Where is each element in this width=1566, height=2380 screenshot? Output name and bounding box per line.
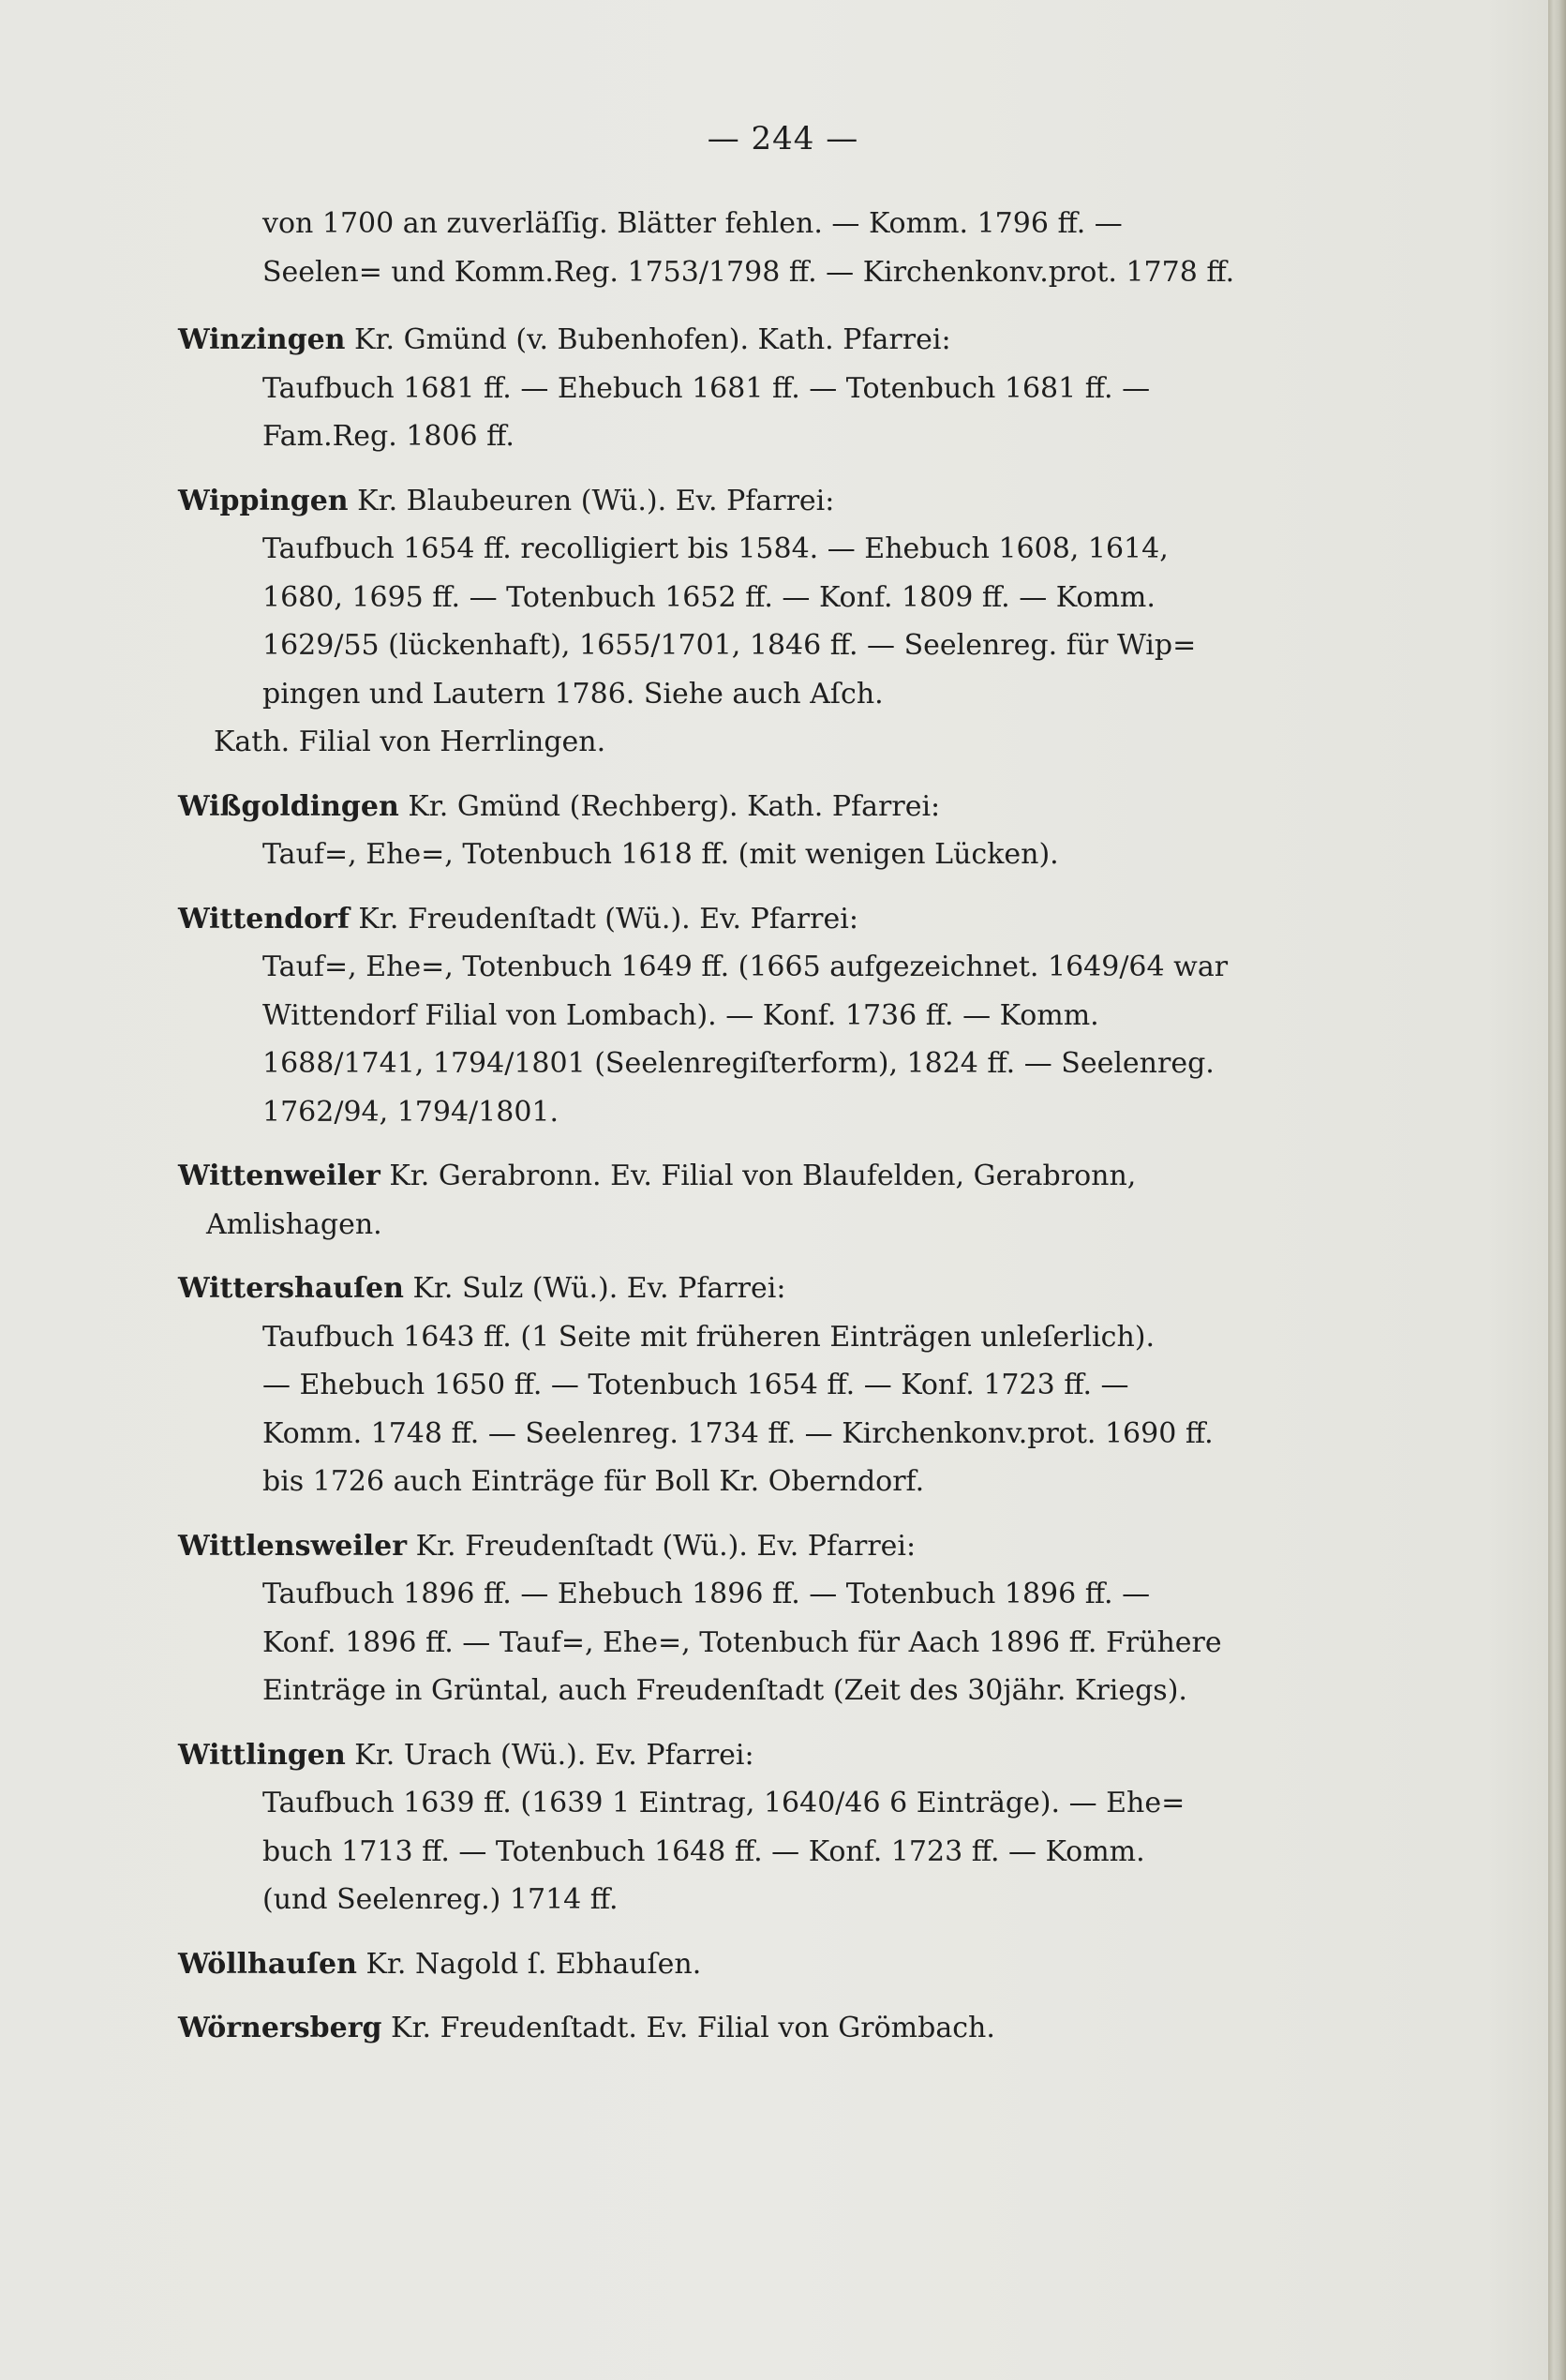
entry-line: von 1700 an zuverläſſig. Blätter fehlen. — Komm. 1796 ff. — <box>262 207 1123 240</box>
entry-line: pingen und Lautern 1786. Siehe auch Aſch. <box>262 677 884 711</box>
page-number: — 244 — <box>707 120 859 157</box>
entry-wittendorf <box>178 895 1396 1137</box>
entry-headword: Wittenweiler <box>178 1160 380 1192</box>
entry-location: Kr. Nagold ſ. Ebhauſen. <box>356 1947 702 1981</box>
entry-wippingen <box>178 477 1396 767</box>
page-body <box>178 200 1396 2069</box>
entry-line: Taufbuch 1681 ff. — Ehebuch 1681 ff. — Totenbuch 1681 ff. — <box>262 371 1151 405</box>
entry-line: Seelen= und Komm.Reg. 1753/1798 ff. — Kirchenkonv.prot. 1778 ff. <box>262 255 1235 289</box>
entry-heading-line <box>178 2004 1396 2053</box>
entry-woellhausen <box>178 1940 1396 1989</box>
entry-heading-line <box>178 1265 1396 1313</box>
entry-wittlingen <box>178 1731 1396 1924</box>
entry-line: Tauf=, Ehe=, Totenbuch 1618 ff. (mit wenigen Lücken). <box>262 838 1059 871</box>
entry-headword: Wittlensweiler <box>178 1529 408 1563</box>
entry-line: Taufbuch 1654 ff. recolligiert bis 1584. — Ehebuch 1608, 1614, <box>262 532 1169 565</box>
entry-heading-line <box>178 1940 1396 1989</box>
entry-line: Komm. 1748 ff. — Seelenreg. 1734 ff. — Kirchenkonv.prot. 1690 ff. <box>262 1416 1214 1450</box>
entry-headword: Winzingen <box>178 323 346 356</box>
entry-heading-line <box>178 783 1396 831</box>
entry-headword: Wittlingen <box>178 1738 346 1772</box>
entry-line: 1680, 1695 ff. — Totenbuch 1652 ff. — Konf. 1809 ff. — Komm. <box>262 580 1156 614</box>
entry-heading-line <box>178 316 1396 365</box>
entry-headword: Wittershauſen <box>178 1272 404 1305</box>
entry-line: Einträge in Grüntal, auch Freudenſtadt (Zeit des 30jähr. Kriegs). <box>262 1674 1187 1707</box>
entry-line: buch 1713 ff. — Totenbuch 1648 ff. — Konf. 1723 ff. — Komm. <box>262 1834 1145 1868</box>
entry-location: Kr. Gerabronn. Ev. Filial von Blaufelden, Gerabronn, <box>380 1160 1137 1192</box>
entry-line: — Ehebuch 1650 ff. — Totenbuch 1654 ff. — Konf. 1723 ff. — <box>262 1369 1129 1401</box>
entry-location: Kr. Sulz (Wü.). Ev. Pfarrei: <box>403 1272 786 1305</box>
entry-woernersberg <box>178 2004 1396 2053</box>
entry-headword: Wörnersberg <box>178 2012 382 2044</box>
entry-location: Kr. Gmünd (Rechberg). Kath. Pfarrei: <box>398 789 941 823</box>
entry-location: Kr. Freudenſtadt (Wü.). Ev. Pfarrei: <box>349 902 858 936</box>
entry-line: Amlishagen. <box>206 1207 382 1241</box>
page-edge-shadow <box>1548 0 1566 2380</box>
entry-location: Kr. Freudenſtadt (Wü.). Ev. Pfarrei: <box>407 1529 917 1563</box>
entry-line: Tauf=, Ehe=, Totenbuch 1649 ff. (1665 aufgezeichnet. 1649/64 war <box>262 951 1229 983</box>
entry-line: (und Seelenreg.) 1714 ff. <box>262 1883 619 1916</box>
entry-line: Taufbuch 1896 ff. — Ehebuch 1896 ff. — Totenbuch 1896 ff. — <box>262 1578 1151 1610</box>
entry-location: Kr. Gmünd (v. Bubenhofen). Kath. Pfarrei: <box>345 323 951 356</box>
entry-line: Taufbuch 1643 ff. (1 Seite mit früheren Einträgen unleſerlich). <box>262 1320 1156 1354</box>
entry-line: 1762/94, 1794/1801. <box>262 1095 559 1129</box>
entry-heading-line <box>178 1522 1396 1571</box>
entry-line: bis 1726 auch Einträge für Boll Kr. Oberndorf. <box>262 1465 925 1498</box>
entry-continuation <box>178 200 1396 296</box>
entry-location: Kr. Blaubeuren (Wü.). Ev. Pfarrei: <box>348 484 835 517</box>
entry-line: Wittendorf Filial von Lombach). — Konf. 1736 ff. — Komm. <box>262 998 1099 1032</box>
entry-line: 1688/1741, 1794/1801 (Seelenregiſterform), 1824 ff. — Seelenreg. <box>262 1047 1215 1080</box>
entry-heading-line <box>178 1731 1396 1780</box>
entry-headword: Wöllhauſen <box>178 1947 357 1981</box>
entry-headword: Wittendorf <box>178 902 350 936</box>
entry-headword: Wippingen <box>178 484 349 517</box>
entry-location: Kr. Freudenſtadt. Ev. Filial von Grömbach. <box>381 2012 995 2044</box>
entry-subnote: Kath. Filial von Herrlingen. <box>214 726 606 758</box>
entry-line: Fam.Reg. 1806 ff. <box>262 420 515 453</box>
entry-line: 1629/55 (lückenhaft), 1655/1701, 1846 ff. — Seelenreg. für Wip= <box>262 629 1197 662</box>
entry-line: Konf. 1896 ff. — Tauf=, Ehe=, Totenbuch für Aach 1896 ff. Frühere <box>262 1625 1222 1659</box>
entry-wittenweiler <box>178 1152 1396 1249</box>
entry-location: Kr. Urach (Wü.). Ev. Pfarrei: <box>345 1738 754 1772</box>
entry-heading-line <box>178 477 1396 526</box>
entry-wissgoldingen <box>178 783 1396 879</box>
entry-line: Taufbuch 1639 ff. (1639 1 Eintrag, 1640/46 6 Einträge). — Ehe= <box>262 1787 1186 1819</box>
entry-wittershausen <box>178 1265 1396 1506</box>
entry-heading-line <box>178 1152 1396 1201</box>
entry-heading-line <box>178 895 1396 944</box>
entry-winzingen <box>178 316 1396 461</box>
entry-headword: Wißgoldingen <box>178 789 399 823</box>
entry-wittlensweiler <box>178 1522 1396 1715</box>
